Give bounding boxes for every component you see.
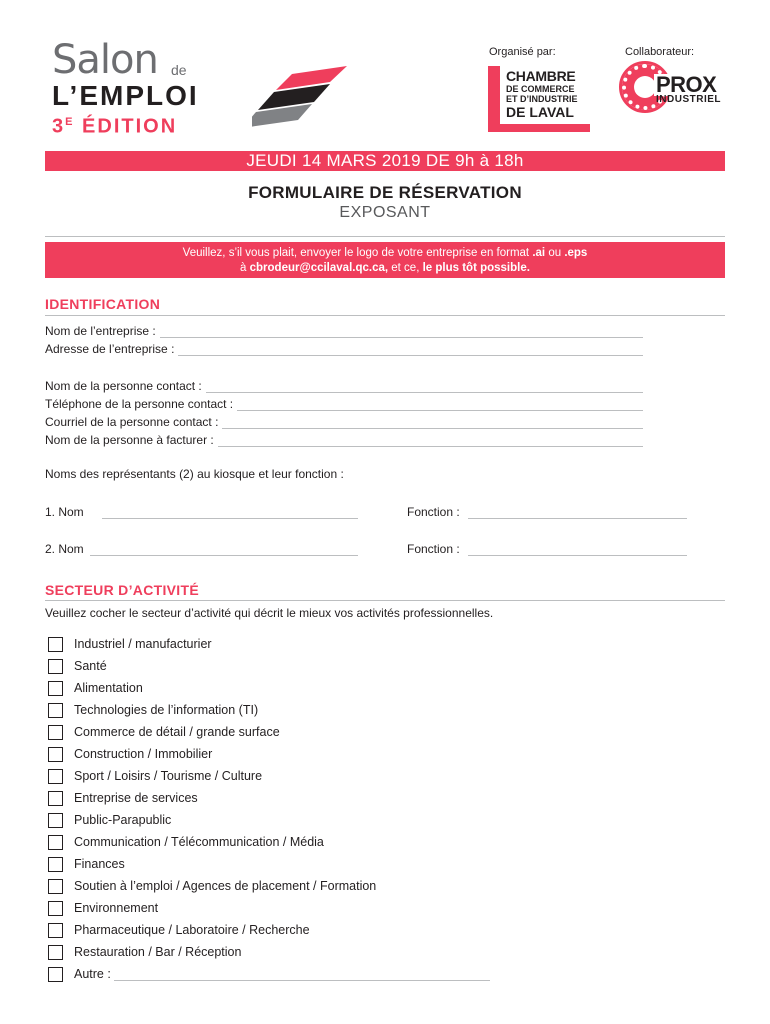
logo-notice: Veuillez, s’il vous plait, envoyer le logo de votre entreprise en format .ai ou .eps à cbrodeur@ccilaval.qc.ca, et ce, le plus tôt possible. [45,242,725,278]
sector-option-autre[interactable]: Autre : [48,963,490,985]
checkbox[interactable] [48,659,63,674]
sector-intro: Veuillez cocher le secteur d’activité qui décrit le mieux vos activités professionnelles. [45,606,494,620]
form-title: FORMULAIRE DE RÉSERVATION [248,183,522,202]
checkbox[interactable] [48,747,63,762]
prox-line2: INDUSTRIEL [656,94,721,105]
checkbox[interactable] [48,725,63,740]
sector-option-commerce[interactable]: Commerce de détail / grande surface [48,721,490,743]
collaborator-label: Collaborateur: [625,46,695,58]
sector-option-sport[interactable]: Sport / Loisirs / Tourisme / Culture [48,765,490,787]
contact-phone-field[interactable]: Téléphone de la personne contact : [45,395,643,411]
ccl-line4: DE LAVAL [506,104,574,120]
rep1-function-field[interactable]: Fonction : [407,503,687,519]
checkbox[interactable] [48,923,63,938]
organized-by-label: Organisé par: [489,46,556,58]
logo-de-text: de [171,62,187,78]
sector-option-restauration[interactable]: Restauration / Bar / Réception [48,941,490,963]
checkbox[interactable] [48,637,63,652]
contact-name-field[interactable]: Nom de la personne contact : [45,377,643,393]
checkbox[interactable] [48,967,63,982]
company-address-field[interactable]: Adresse de l’entreprise : [45,340,643,356]
sector-option-industriel[interactable]: Industriel / manufacturier [48,633,490,655]
autre-input[interactable] [114,967,490,981]
sector-option-communication[interactable]: Communication / Télécommunication / Média [48,831,490,853]
prox-line1: PROX [656,72,717,97]
sector-checklist [48,633,490,985]
checkbox[interactable] [48,879,63,894]
representatives-intro: Noms des représentants (2) au kiosque et leur fonction : [45,467,344,481]
sector-option-environnement[interactable]: Environnement [48,897,490,919]
identification-title: IDENTIFICATION [45,296,161,312]
checkbox[interactable] [48,813,63,828]
ccl-line2: DE COMMERCE [506,84,575,94]
company-name-field[interactable]: Nom de l’entreprise : [45,322,643,338]
logo-salon-text: Salon [52,37,158,83]
contact-email-field[interactable]: Courriel de la personne contact : [45,413,643,429]
contact-email-link: cbrodeur@ccilaval.qc.ca, [249,262,389,274]
divider [45,315,725,316]
divider [45,600,725,601]
sector-option-ti[interactable]: Technologies de l’information (TI) [48,699,490,721]
sector-option-services[interactable]: Entreprise de services [48,787,490,809]
rep1-name-field[interactable]: 1. Nom [45,503,358,519]
checkbox[interactable] [48,901,63,916]
checkbox[interactable] [48,681,63,696]
checkbox[interactable] [48,791,63,806]
checkbox[interactable] [48,835,63,850]
salon-emploi-logo [52,36,312,136]
logo-emploi-text: L’EMPLOI [52,80,199,111]
billing-name-field[interactable]: Nom de la personne à facturer : [45,431,643,447]
rep2-name-field[interactable]: 2. Nom [45,540,358,556]
rep2-function-field[interactable]: Fonction : [407,540,687,556]
checkbox[interactable] [48,857,63,872]
sector-option-pharmaceutique[interactable]: Pharmaceutique / Laboratoire / Recherche [48,919,490,941]
sector-option-finances[interactable]: Finances [48,853,490,875]
ccl-logo [488,66,590,132]
divider [45,236,725,237]
sector-option-public[interactable]: Public-Parapublic [48,809,490,831]
sector-option-construction[interactable]: Construction / Immobilier [48,743,490,765]
logo-edition-text: $3^E$ ÉDITION [52,115,178,138]
form-subtitle: EXPOSANT [339,204,431,221]
checkbox[interactable] [48,703,63,718]
sector-option-alimentation[interactable]: Alimentation [48,677,490,699]
sector-option-sante[interactable]: Santé [48,655,490,677]
prox-industriel-logo [622,64,732,114]
ccl-line1: CHAMBRE [506,68,576,84]
sector-title: SECTEUR D’ACTIVITÉ [45,582,199,598]
logo-stripes-icon [252,66,347,136]
sector-option-soutien[interactable]: Soutien à l’emploi / Agences de placement / Formation [48,875,490,897]
checkbox[interactable] [48,945,63,960]
ccl-line3: ET D’INDUSTRIE [506,94,578,104]
date-banner: JEUDI 14 MARS 2019 DE 9h à 18h [45,151,725,171]
checkbox[interactable] [48,769,63,784]
